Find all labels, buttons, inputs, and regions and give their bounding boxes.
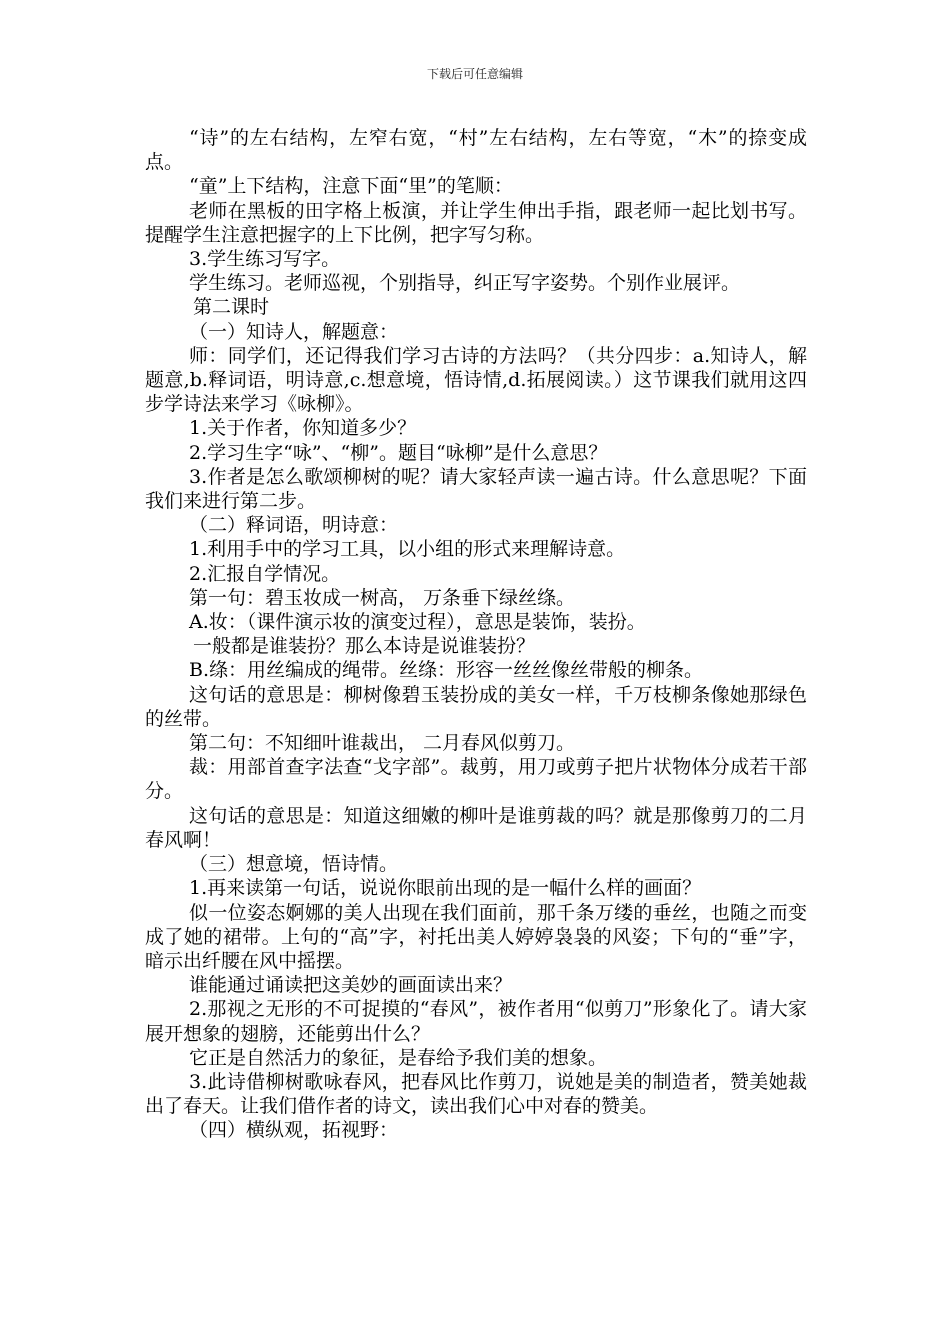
paragraph: B.绦：用丝编成的绳带。丝绦：形容一丝丝像丝带般的柳条。	[189, 659, 704, 682]
paragraph: 第二句：不知细叶谁裁出， 二月春风似剪刀。	[189, 732, 576, 755]
paragraph: 1.关于作者，你知道多少？	[189, 417, 417, 440]
section-heading: （四）横纵观，拓视野：	[189, 1119, 399, 1142]
paragraph: 谁能通过诵读把这美妙的画面读出来？	[189, 974, 513, 997]
section-heading: （一）知诗人，解题意：	[189, 320, 399, 343]
section-heading: （二）释词语，明诗意：	[189, 514, 399, 537]
paragraph: “童”上下结构，注意下面“里”的笔顺：	[189, 175, 513, 198]
paragraph: 1.利用手中的学习工具，以小组的形式来理解诗意。	[189, 538, 626, 561]
paragraph: 一般都是谁装扮？那么本诗是说谁装扮？	[193, 635, 536, 658]
paragraph: 2.学习生字“咏”、“柳”。题目“咏柳”是什么意思？	[189, 441, 608, 464]
paragraph: A.妆：（课件演示妆的演变过程），意思是装饰，装扮。	[189, 611, 646, 634]
paragraph: 第一句：碧玉妆成一树高， 万条垂下绿丝绦。	[189, 586, 576, 609]
section-heading: （三）想意境，悟诗情。	[189, 853, 399, 876]
paragraph: 老师在黑板的田字格上板演，并让学生伸出手指，跟老师一起比划书写。提醒学生注意把握字的上下比例，把字写匀称。	[145, 199, 807, 246]
paragraph: “诗”的左右结构，左窄右宽，“村”左右结构，左右等宽，“木”的捺变成点。	[145, 127, 807, 174]
paragraph: 似一位姿态婀娜的美人出现在我们面前，那千条万缕的垂丝，也随之而变成了她的裙带。上句的“高”字，衬托出美人婷婷袅袅的风姿；下句的“垂”字，暗示出纤腰在风中摇摆。	[145, 901, 807, 972]
document-body	[145, 126, 807, 1143]
paragraph: 2.汇报自学情况。	[189, 562, 341, 585]
paragraph: 1.再来读第一句话，说说你眼前出现的是一幅什么样的画面？	[189, 877, 702, 900]
page-header: 下载后可任意编辑	[426, 67, 523, 81]
paragraph: 2.那视之无形的不可捉摸的“春风”，被作者用“似剪刀”形象化了。请大家展开想象的翅膀，还能剪出什么？	[145, 998, 807, 1045]
paragraph: 3.作者是怎么歌颂柳树的呢？请大家轻声读一遍古诗。什么意思呢？下面我们来进行第二步。	[145, 465, 807, 513]
paragraph: 学生练习。老师巡视，个别指导，纠正写字姿势。个别作业展评。	[189, 272, 741, 295]
paragraph: 它正是自然活力的象征，是春给予我们美的想象。	[189, 1046, 608, 1069]
section-title: 第二课时	[193, 296, 270, 319]
paragraph: 这句话的意思是：柳树像碧玉装扮成的美女一样，千万枝柳条像她那绿色的丝带。	[145, 683, 807, 730]
paragraph: 这句话的意思是：知道这细嫩的柳叶是谁剪裁的吗？就是那像剪刀的二月春风啊！	[145, 804, 807, 851]
paragraph: 师：同学们，还记得我们学习古诗的方法吗？（共分四步：a.知诗人，解题意,b.释词语，明诗意,c.想意境，悟诗情,d.拓展阅读。）这节课我们就用这四步学诗法来学习《咏柳》。	[145, 344, 807, 416]
paragraph: 裁：用部首查字法查“戈字部”。裁剪，用刀或剪子把片状物体分成若干部分。	[145, 756, 807, 803]
paragraph: 3.学生练习写字。	[189, 248, 341, 271]
paragraph: 3.此诗借柳树歌咏春风，把春风比作剪刀，说她是美的制造者，赞美她裁出了春天。让我们借作者的诗文，读出我们心中对春的赞美。	[145, 1070, 807, 1118]
